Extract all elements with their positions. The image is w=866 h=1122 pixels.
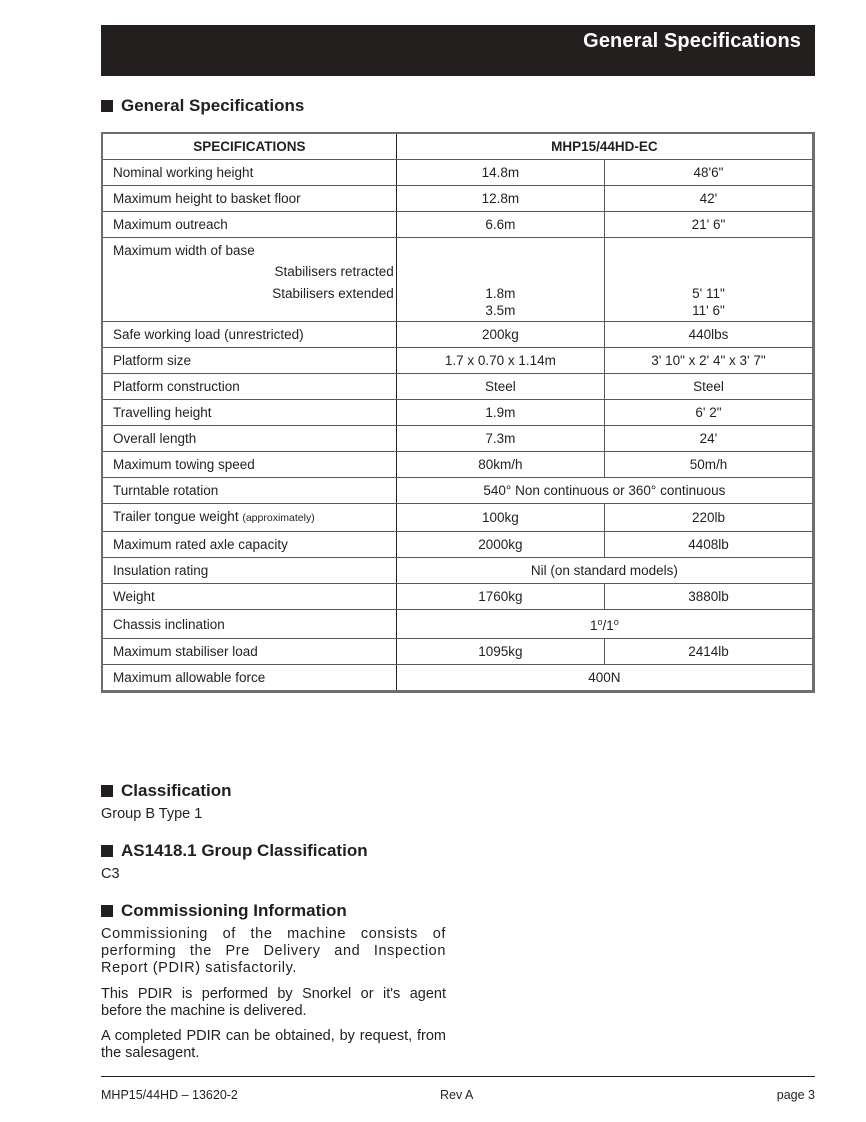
degree-symbol: o bbox=[597, 617, 603, 627]
row-label-width-of-base bbox=[102, 238, 396, 322]
table-row bbox=[102, 426, 814, 452]
row-label: Maximum width of base bbox=[113, 243, 255, 258]
table-row bbox=[102, 532, 814, 558]
table-row bbox=[102, 610, 814, 639]
header-model: MHP15/44HD-EC bbox=[396, 133, 813, 160]
table-row bbox=[102, 452, 814, 478]
metric-value: 14.8m bbox=[396, 160, 604, 186]
table-row bbox=[102, 400, 814, 426]
row-label: Nominal working height bbox=[102, 160, 396, 186]
metric-value: Steel bbox=[396, 374, 604, 400]
section-heading-text: AS1418.1 Group Classification bbox=[121, 841, 368, 860]
footer-doc-id: MHP15/44HD – 13620-2 bbox=[101, 1088, 238, 1102]
metric-value-cell bbox=[396, 238, 604, 322]
table-row bbox=[102, 558, 814, 584]
combined-value: 540° Non continuous or 360° continuous bbox=[396, 478, 813, 504]
imperial-value: 3' 10" x 2' 4" x 3' 7" bbox=[604, 348, 813, 374]
imperial-value: 4408lb bbox=[604, 532, 813, 558]
row-label: Maximum towing speed bbox=[102, 452, 396, 478]
row-label: Platform construction bbox=[102, 374, 396, 400]
row-label: Turntable rotation bbox=[102, 478, 396, 504]
row-label: Overall length bbox=[102, 426, 396, 452]
imperial-value: 24' bbox=[604, 426, 813, 452]
metric-value: 2000kg bbox=[396, 532, 604, 558]
table-row bbox=[102, 665, 814, 692]
page-header-title: General Specifications bbox=[583, 30, 801, 52]
row-label: Travelling height bbox=[102, 400, 396, 426]
table-row bbox=[102, 374, 814, 400]
value-part: 1 bbox=[589, 618, 598, 633]
combined-value: 400N bbox=[396, 665, 813, 692]
table-row bbox=[102, 186, 814, 212]
row-label: Maximum stabiliser load bbox=[102, 639, 396, 665]
row-label: Weight bbox=[102, 584, 396, 610]
table-row bbox=[102, 160, 814, 186]
row-label: Maximum rated axle capacity bbox=[102, 532, 396, 558]
commissioning-paragraph: This PDIR is performed by Snorkel or it's agent before the machine is delivered. bbox=[101, 986, 446, 1019]
table-header-row bbox=[102, 133, 814, 160]
row-label-note: (approximately) bbox=[242, 512, 315, 524]
section-heading-commissioning bbox=[101, 901, 347, 921]
imperial-value: 21' 6" bbox=[604, 212, 813, 238]
row-label: Safe working load (unrestricted) bbox=[102, 322, 396, 348]
page-header-band bbox=[101, 25, 815, 76]
as1418-value: C3 bbox=[101, 866, 120, 882]
combined-value bbox=[396, 610, 813, 639]
combined-value: Nil (on standard models) bbox=[396, 558, 813, 584]
metric-value: 3.5m bbox=[485, 303, 516, 318]
metric-value: 6.6m bbox=[396, 212, 604, 238]
imperial-value: 3880lb bbox=[604, 584, 813, 610]
square-bullet-icon bbox=[101, 100, 113, 112]
imperial-value: 440lbs bbox=[604, 322, 813, 348]
imperial-value: 42' bbox=[604, 186, 813, 212]
metric-value: 12.8m bbox=[396, 186, 604, 212]
metric-value: 1095kg bbox=[396, 639, 604, 665]
row-label: Insulation rating bbox=[102, 558, 396, 584]
imperial-value-cell bbox=[604, 238, 813, 322]
value-part: /1 bbox=[602, 618, 614, 633]
metric-value: 200kg bbox=[396, 322, 604, 348]
metric-value: 1.7 x 0.70 x 1.14m bbox=[396, 348, 604, 374]
metric-value: 7.3m bbox=[396, 426, 604, 452]
row-label: Trailer tongue weight bbox=[113, 509, 239, 524]
header-specifications: SPECIFICATIONS bbox=[102, 133, 396, 160]
section-heading-text: General Specifications bbox=[121, 96, 305, 115]
section-heading-as1418 bbox=[101, 841, 368, 861]
metric-value: 1760kg bbox=[396, 584, 604, 610]
footer-divider bbox=[101, 1076, 815, 1077]
table-row bbox=[102, 639, 814, 665]
sub-label-extended: Stabilisers extended bbox=[272, 286, 394, 301]
table-row bbox=[102, 322, 814, 348]
metric-value: 1.8m bbox=[485, 286, 516, 301]
row-label: Chassis inclination bbox=[102, 610, 396, 639]
section-heading-text: Classification bbox=[121, 781, 232, 800]
row-label: Platform size bbox=[102, 348, 396, 374]
row-label: Maximum outreach bbox=[102, 212, 396, 238]
metric-value: 80km/h bbox=[396, 452, 604, 478]
square-bullet-icon bbox=[101, 785, 113, 797]
metric-value: 100kg bbox=[396, 504, 604, 532]
imperial-value: 220lb bbox=[604, 504, 813, 532]
degree-symbol: o bbox=[613, 617, 619, 627]
square-bullet-icon bbox=[101, 905, 113, 917]
table-row bbox=[102, 504, 814, 532]
imperial-value: 2414lb bbox=[604, 639, 813, 665]
footer-revision: Rev A bbox=[440, 1088, 474, 1102]
square-bullet-icon bbox=[101, 845, 113, 857]
row-label: Maximum allowable force bbox=[102, 665, 396, 692]
imperial-value: 5' 11" bbox=[692, 286, 725, 301]
footer-page-number: page 3 bbox=[776, 1088, 815, 1102]
commissioning-paragraph: A completed PDIR can be obtained, by request, from the salesagent. bbox=[101, 1028, 446, 1061]
row-label-cell bbox=[102, 504, 396, 532]
imperial-value: Steel bbox=[604, 374, 813, 400]
table-row bbox=[102, 212, 814, 238]
table-row bbox=[102, 348, 814, 374]
imperial-value: 6' 2" bbox=[604, 400, 813, 426]
specifications-table bbox=[101, 132, 815, 693]
sub-label-retracted: Stabilisers retracted bbox=[274, 264, 394, 279]
metric-value: 1.9m bbox=[396, 400, 604, 426]
imperial-value: 11' 6" bbox=[692, 303, 725, 318]
table-row bbox=[102, 238, 814, 322]
section-heading-classification bbox=[101, 781, 232, 801]
row-label: Maximum height to basket floor bbox=[102, 186, 396, 212]
classification-value: Group B Type 1 bbox=[101, 806, 203, 822]
table-row bbox=[102, 478, 814, 504]
imperial-value: 48'6" bbox=[604, 160, 813, 186]
imperial-value: 50m/h bbox=[604, 452, 813, 478]
commissioning-paragraph: Commissioning of the machine consists of performing the Pre Delivery and Inspection Report (PDIR) satisfactorily. bbox=[101, 926, 446, 976]
table-row bbox=[102, 584, 814, 610]
section-heading-text: Commissioning Information bbox=[121, 901, 347, 920]
section-heading-general-specifications bbox=[101, 96, 304, 116]
